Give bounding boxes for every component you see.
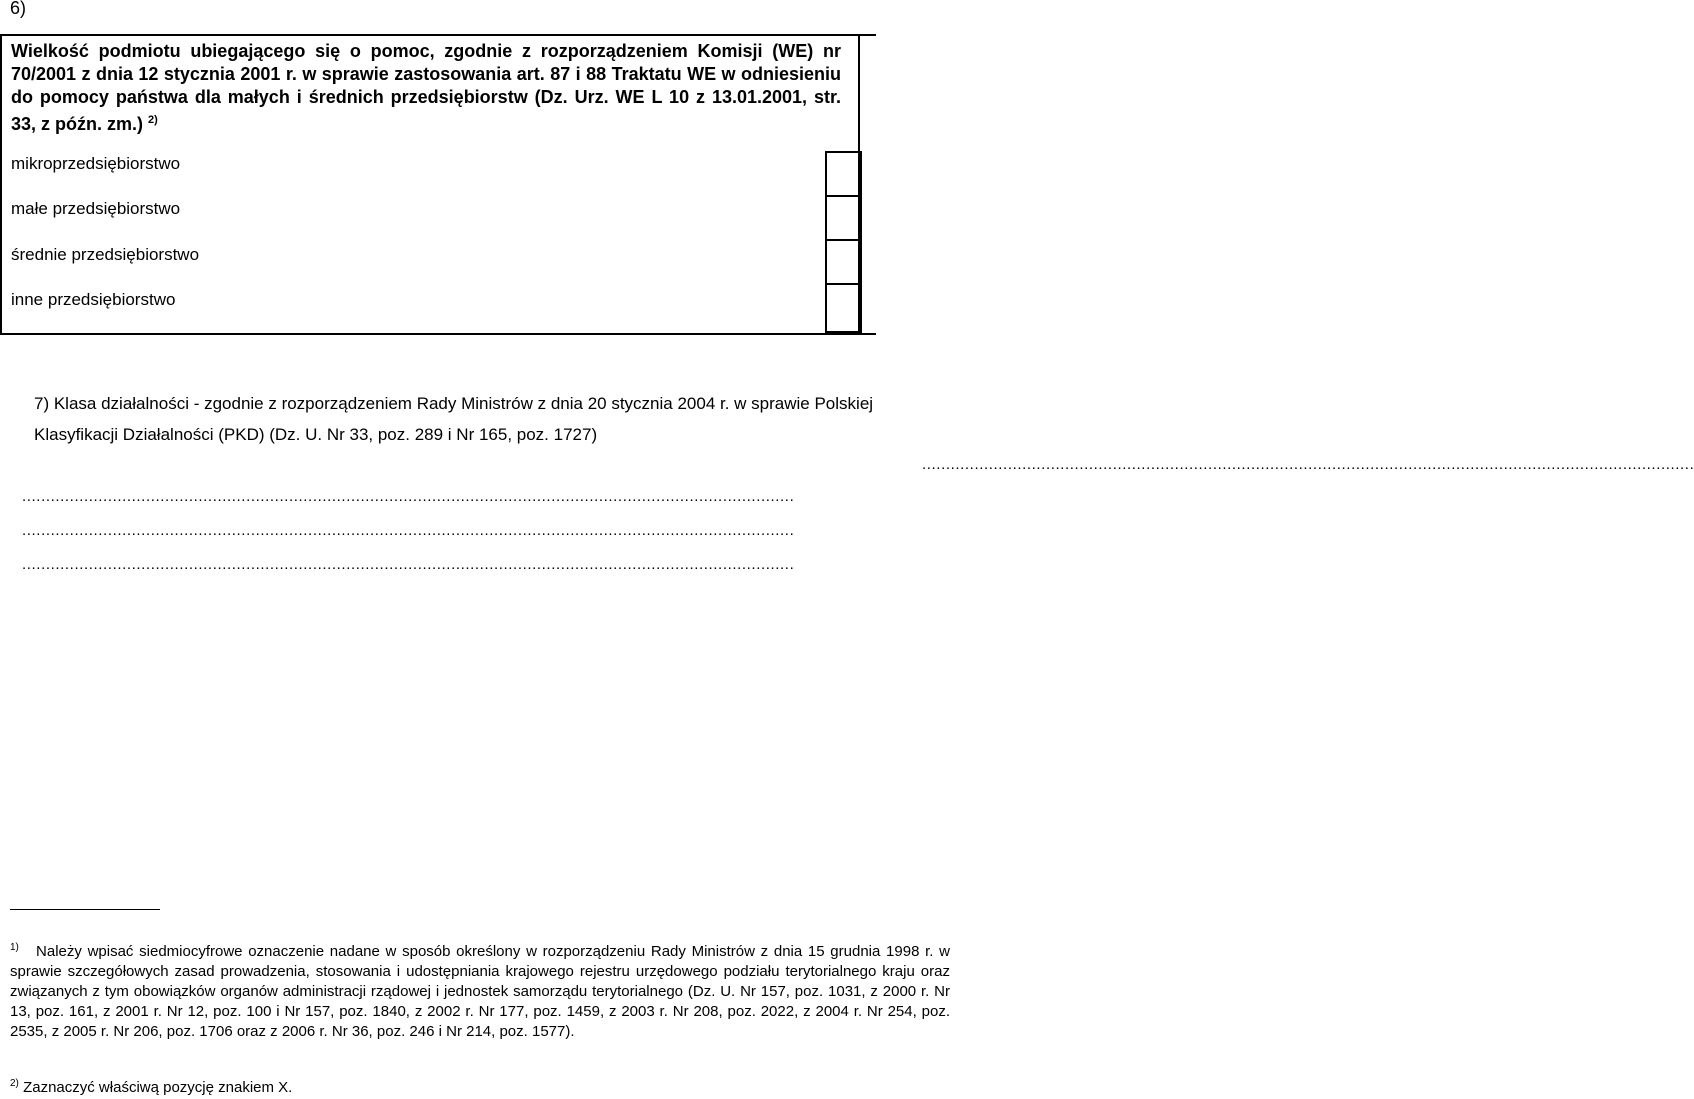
section-number: 6) (10, 0, 27, 18)
heading-footnote-ref: 2) (148, 114, 158, 126)
option-label-micro: mikroprzedsiębiorstwo (11, 154, 181, 173)
footnote-separator (10, 909, 160, 910)
option-label-small: małe przedsiębiorstwo (11, 199, 181, 218)
answer-line-2[interactable]: .................................................................................................................................................................. (22, 488, 795, 505)
box-divider (825, 151, 860, 153)
footnote-1-text: Należy wpisać siedmiocyfrowe oznaczenie nadane w sposób określony w rozporządzeniu Rady Ministrów z dnia 15 grudnia 1998 r. w sprawie szczegółowych zasad prowadzenia, stosowania i udostępniania krajowego rejestru urzędowego podziału terytorialnego kraju oraz związanych z tym obowiązków organów administracji rządowej i jednostek samorządu terytorialnego (Dz. U. Nr 157, poz. 1031, z 2000 r. Nr 13, poz. 161, z 2001 r. Nr 12, poz. 100 i Nr 157, poz. 1840, z 2002 r. Nr 177, poz. 1459, z 2003 r. Nr 208, poz. 2022, z 2004 r. Nr 254, poz. 2535, z 2005 r. Nr 206, poz. 1706 oraz z 2006 r. Nr 36, poz. 246 i Nr 214, poz. 1577). (10, 943, 950, 1040)
answer-line-3[interactable]: .................................................................................................................................................................. (22, 522, 795, 539)
answer-line-1[interactable]: .................................................................................................................................................................. (922, 456, 1694, 473)
heading-text: Wielkość podmiotu ubiegającego się o pomoc, zgodnie z rozporządzeniem Komisji (WE) nr 70/2001 z dnia 12 stycznia 2001 r. w sprawie zastosowania art. 87 i 88 Traktatu WE w odniesieniu do pomocy państwa dla małych i średnich przedsiębiorstw (Dz. Urz. WE L 10 z 13.01.2001, str. 33, z późn. zm.) (11, 41, 841, 134)
enterprise-size-box (0, 34, 876, 335)
footnote-2-mark: 2) (10, 1078, 19, 1089)
checkbox-small[interactable] (825, 195, 862, 241)
footnote-1 (10, 938, 950, 1042)
option-label-other: inne przedsiębiorstwo (11, 290, 176, 309)
footnote-1-mark: 1) (10, 942, 19, 953)
answer-line-4[interactable]: .................................................................................................................................................................. (22, 556, 795, 573)
option-label-medium: średnie przedsiębiorstwo (11, 245, 200, 264)
checkbox-other[interactable] (825, 283, 862, 333)
box-right-border (858, 34, 860, 331)
checkbox-micro[interactable] (825, 151, 862, 197)
footnote-2-text: Zaznaczyć właściwą pozycję znakiem X. (23, 1079, 293, 1096)
checkbox-medium[interactable] (825, 239, 862, 285)
section-6-heading (11, 40, 841, 136)
footnote-2 (10, 1074, 950, 1098)
section-7-text: 7) Klasa działalności - zgodnie z rozporządzeniem Rady Ministrów z dnia 20 stycznia 2004 r. w sprawie Polskiej Klasyfikacji Działalności (PKD) (Dz. U. Nr 33, poz. 289 i Nr 165, poz. 1727) (34, 394, 874, 444)
